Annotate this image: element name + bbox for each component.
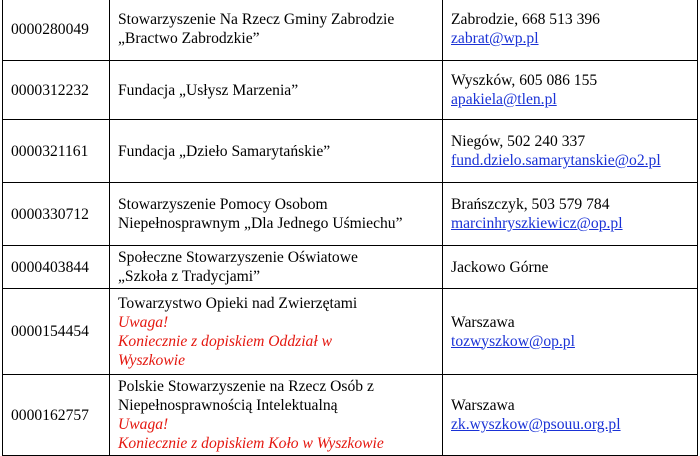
warning-note: Wyszkowie (118, 351, 185, 369)
email-link[interactable]: fund.dzielo.samarytanskie@o2.pl (451, 152, 661, 169)
organization-name-cell (110, 289, 443, 375)
krs-number-cell: 0000154454 (3, 289, 110, 375)
location-phone: Niegów, 502 240 337 (451, 133, 586, 150)
organization-name-line: Społeczne Stowarzyszenie Oświatowe (118, 249, 358, 266)
warning-label: Uwaga! (118, 313, 169, 331)
organization-name-line: Niepełnosprawnym „Dla Jednego Uśmiechu” (118, 215, 403, 232)
table-row (3, 61, 698, 120)
email-link[interactable]: zk.wyszkow@psouu.org.pl (451, 416, 621, 433)
organization-name-cell (110, 120, 443, 183)
contact-cell (443, 183, 698, 246)
contact-cell (443, 61, 698, 120)
organizations-table (2, 0, 698, 456)
warning-note: Koniecznie z dopiskiem Oddział w (118, 332, 332, 350)
email-link[interactable]: zabrat@wp.pl (451, 30, 539, 47)
location-phone: Brańszczyk, 503 579 784 (451, 196, 610, 213)
contact-cell (443, 246, 698, 289)
krs-number-cell: 0000330712 (3, 183, 110, 246)
organization-name-line: „Bractwo Zabrodzkie” (118, 30, 260, 47)
contact-cell (443, 375, 698, 456)
location-phone: Zabrodzie, 668 513 396 (451, 11, 600, 28)
location-phone: Warszawa (451, 397, 515, 414)
table-row (3, 375, 698, 456)
table-row (3, 120, 698, 183)
organization-name-line: Towarzystwo Opieki nad Zwierzętami (118, 294, 358, 312)
location-phone: Wyszków, 605 086 155 (451, 72, 598, 89)
contact-cell (443, 0, 698, 61)
contact-cell (443, 289, 698, 375)
organization-name-cell (110, 183, 443, 246)
location-phone: Warszawa (451, 313, 515, 331)
contact-cell (443, 120, 698, 183)
email-link[interactable]: marcinhryszkiewicz@op.pl (451, 215, 623, 232)
organization-name-line: „Szkoła z Tradycjami” (118, 268, 261, 285)
warning-label: Uwaga! (118, 416, 169, 433)
organization-name-line: Polskie Stowarzyszenie na Rzecz Osób z (118, 378, 374, 395)
organization-name-cell (110, 375, 443, 456)
organization-name-cell (110, 61, 443, 120)
organization-name-line: Fundacja „Usłysz Marzenia” (118, 81, 299, 99)
table-row (3, 246, 698, 289)
email-link[interactable]: tozwyszkow@op.pl (451, 332, 575, 350)
warning-note: Koniecznie z dopiskiem Koło w Wyszkowie (118, 435, 384, 452)
email-link[interactable]: apakiela@tlen.pl (451, 91, 557, 108)
krs-number-cell: 0000312232 (3, 61, 110, 120)
location-phone: Jackowo Górne (451, 258, 549, 276)
organization-name-cell (110, 246, 443, 289)
organization-name-cell (110, 0, 443, 61)
organization-name-line: Stowarzyszenie Na Rzecz Gminy Zabrodzie (118, 11, 395, 28)
organization-name-line: Stowarzyszenie Pomocy Osobom (118, 196, 328, 213)
krs-number-cell: 0000403844 (3, 246, 110, 289)
krs-number-cell: 0000280049 (3, 0, 110, 61)
organization-name-line: Fundacja „Dzieło Samarytańskie” (118, 142, 331, 160)
krs-number-cell: 0000162757 (3, 375, 110, 456)
krs-number-cell: 0000321161 (3, 120, 110, 183)
table-row (3, 289, 698, 375)
table-row (3, 183, 698, 246)
organization-name-line: Niepełnosprawnością Intelektualną (118, 397, 338, 414)
table-row (3, 0, 698, 61)
